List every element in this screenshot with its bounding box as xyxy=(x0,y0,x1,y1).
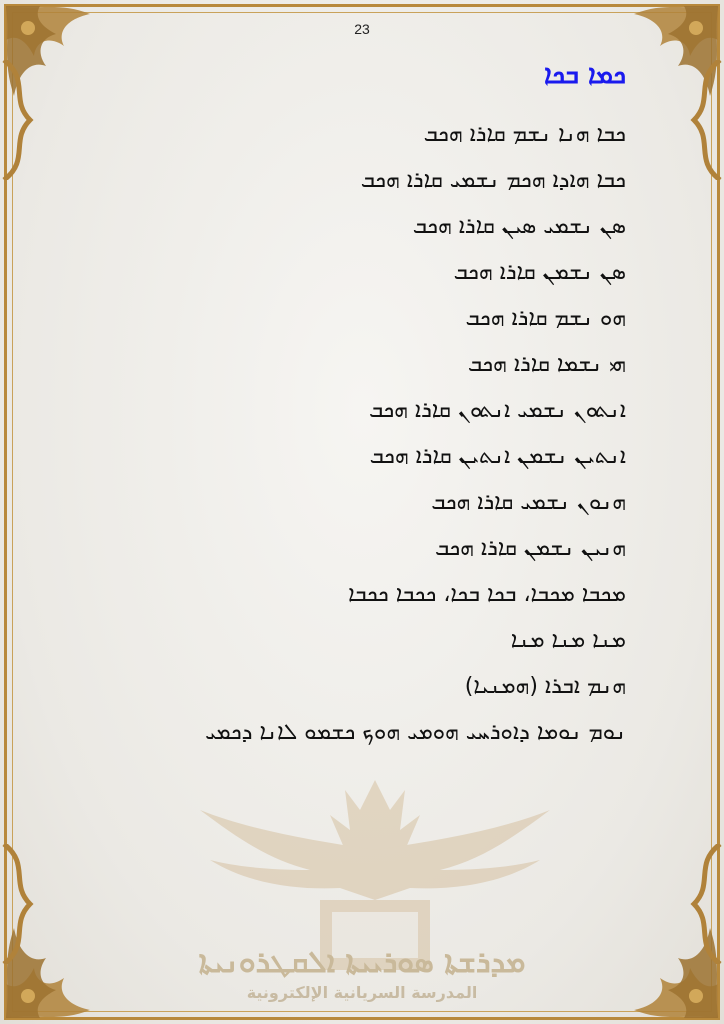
text-line: ܟܒܐ ܗܢܐ ܢܫܡ ܩܐܪܐ ܗܟܒ xyxy=(423,122,626,147)
watermark-syriac-text: ܡܕܪܫܬܐ ܣܘܪܝܝܬܐ ܐܠܩܛܪܘܢܝܬܐ xyxy=(198,945,526,980)
text-line: ܐܢܬܝܢ ܢܫܡܢ ܐܢܬܝܢ ܩܐܪܐ ܗܟܒ xyxy=(369,444,626,469)
text-line: ܣܢ ܢܫܡܢ ܩܐܪܐ ܗܟܒ xyxy=(453,260,626,285)
text-line: ܡܟܒܐ ܡܟܒܐ، ܒܟܐ ܒܟܐ، ܟܟܒܐ ܟܟܒܐ xyxy=(348,582,626,607)
side-ornament-icon xyxy=(0,60,40,180)
text-line: ܗܢܡ ܐܒܪܐ (ܗܡܢܝܐ) xyxy=(464,674,626,699)
page-heading: ܟܡܐ ܒܟܐ xyxy=(544,60,626,90)
text-line: ܐܢܬܘܢ ܢܫܡܝ ܐܢܬܘܢ ܩܐܪܐ ܗܟܒ xyxy=(368,398,626,423)
page-number: 23 xyxy=(354,21,370,37)
text-line: ܣܢ ܢܫܡܝ ܣܝܢ ܩܐܪܐ ܗܟܒ xyxy=(412,214,626,239)
side-ornament-icon xyxy=(684,60,724,180)
text-line: ܗܝ ܢܫܡܐ ܩܐܪܐ ܗܟܒ xyxy=(467,352,626,377)
text-line: ܟܒܐ ܗܐܕܐ ܗܟܡ ܢܫܡܝ ܩܐܪܐ ܗܟܒ xyxy=(360,168,626,193)
text-line: ܗܘ ܢܫܡ ܩܐܪܐ ܗܟܒ xyxy=(465,306,626,331)
text-line: ܗܢܝܢ ܢܫܡܢ ܩܐܪܐ ܗܟܒ xyxy=(434,536,626,561)
text-lines xyxy=(100,112,626,756)
watermark-arabic-text: المدرسة السريانية الإلكترونية xyxy=(246,983,478,1002)
text-line: ܗܢܘܢ ܢܫܡܝ ܩܐܪܐ ܗܟܒ xyxy=(431,490,626,515)
text-line: ܢܘܡ ܢܘܡܐ ܕܐܘܪܚܝ ܗܘܡܝ ܗܘܟ ܟܫܡܘ ܠܐܢܐ ܕܟܡܝ xyxy=(205,720,626,745)
text-line: ܡܢܐ ܡܢܐ ܡܢܐ xyxy=(510,628,626,653)
